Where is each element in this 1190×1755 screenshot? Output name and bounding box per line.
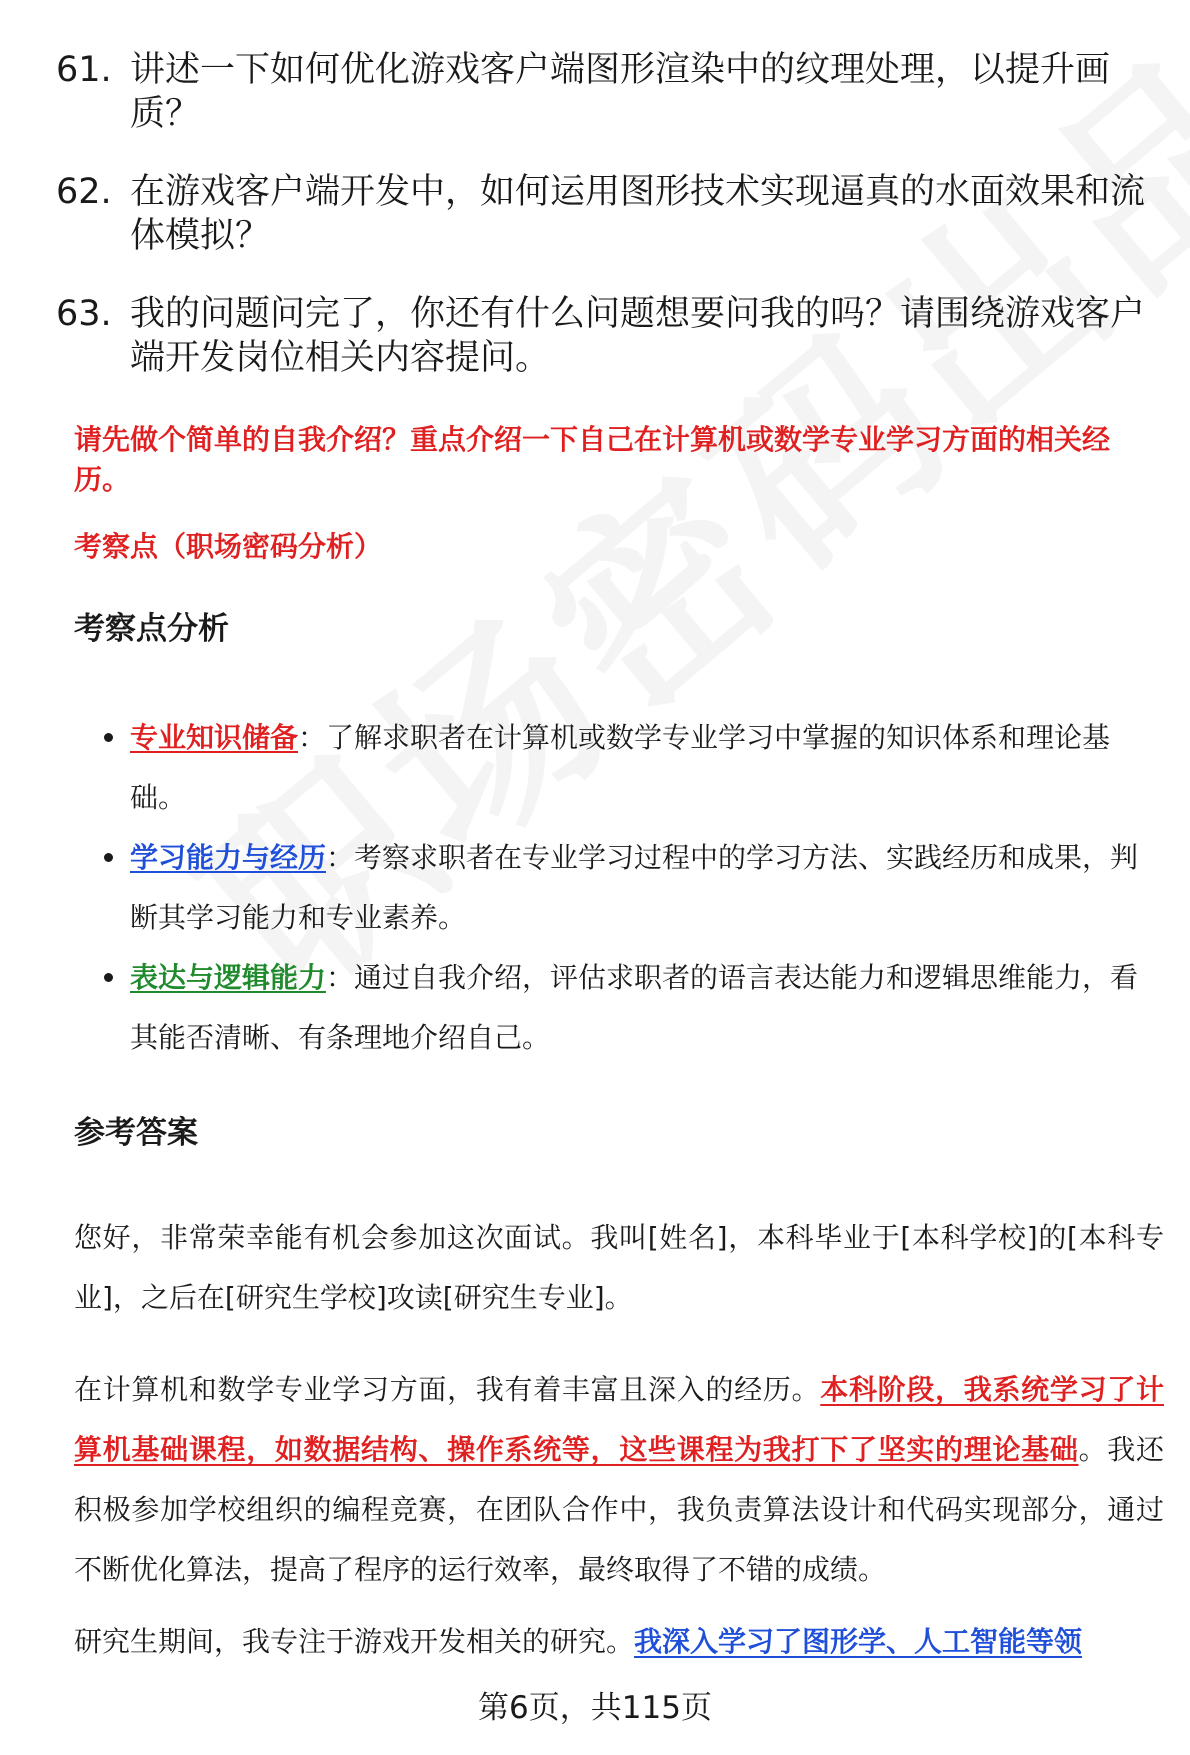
highlighted-text: 本科阶段，我系统学习了计算机基础课程，如数据结构、操作系统等，这些课程为我打下了坚实的理论基础	[74, 1373, 1164, 1466]
question-number: 61.	[56, 50, 112, 90]
featured-question-subtitle: 考察点（职场密码分析）	[74, 530, 383, 563]
paragraph-text: 在计算机和数学专业学习方面，我有着丰富且深入的经历。	[74, 1373, 821, 1406]
highlighted-text: 我深入学习了图形学、人工智能等领	[634, 1625, 1083, 1658]
question-number: 62.	[56, 172, 112, 212]
paragraph-text: 。我还积极参加学校组织的编程竞赛，在团队合作中，我负责算法设计和代码实现部分，通过不断优化算法，提高了程序的运行效率，最终取得了不错的成绩。	[74, 1433, 1164, 1586]
featured-question: 请先做个简单的自我介绍？重点介绍一下自己在计算机或数学专业学习方面的相关经历。	[74, 423, 1111, 496]
bullet-item	[104, 828, 1164, 948]
answer-paragraph-1: 您好，非常荣幸能有机会参加这次面试。我叫[姓名]，本科毕业于[本科学校]的[本科专业]，之后在[研究生学校]攻读[研究生专业]。	[74, 1221, 1164, 1314]
question-item	[56, 48, 1146, 136]
bullet-keyword: 学习能力与经历	[130, 841, 327, 874]
question-text: 讲述一下如何优化游戏客户端图形渲染中的纹理处理，以提升画质？	[130, 50, 1111, 134]
question-item	[56, 170, 1146, 258]
analysis-bullet-list	[104, 708, 1164, 1068]
answer-paragraph-2	[74, 1360, 1164, 1600]
bullet-dot	[104, 733, 113, 742]
question-list	[56, 48, 1146, 414]
question-text: 我的问题问完了，你还有什么问题想要问我的吗？请围绕游戏客户端开发岗位相关内容提问。	[130, 294, 1146, 378]
answer-heading: 参考答案	[74, 1115, 198, 1151]
page-footer: 第6页，共115页	[478, 1690, 712, 1726]
bullet-dot	[104, 973, 113, 982]
analysis-heading: 考察点分析	[74, 611, 229, 647]
answer-paragraph-3	[74, 1612, 1164, 1672]
bullet-keyword: 专业知识储备	[130, 721, 299, 754]
question-item	[56, 292, 1146, 380]
bullet-dot	[104, 853, 113, 862]
question-text: 在游戏客户端开发中，如何运用图形技术实现逼真的水面效果和流体模拟？	[130, 172, 1146, 256]
bullet-text: ：考察求职者在专业学习过程中的学习方法、实践经历和成果，判断其学习能力和专业素养。	[130, 841, 1139, 934]
bullet-text: ：通过自我介绍，评估求职者的语言表达能力和逻辑思维能力，看其能否清晰、有条理地介绍自己。	[130, 961, 1139, 1054]
bullet-item	[104, 948, 1164, 1068]
bullet-item	[104, 708, 1164, 828]
paragraph-text: 研究生期间，我专注于游戏开发相关的研究。	[74, 1625, 635, 1658]
bullet-text: ：了解求职者在计算机或数学专业学习中掌握的知识体系和理论基础。	[130, 721, 1111, 814]
bullet-keyword: 表达与逻辑能力	[130, 961, 327, 994]
question-number: 63.	[56, 294, 112, 334]
